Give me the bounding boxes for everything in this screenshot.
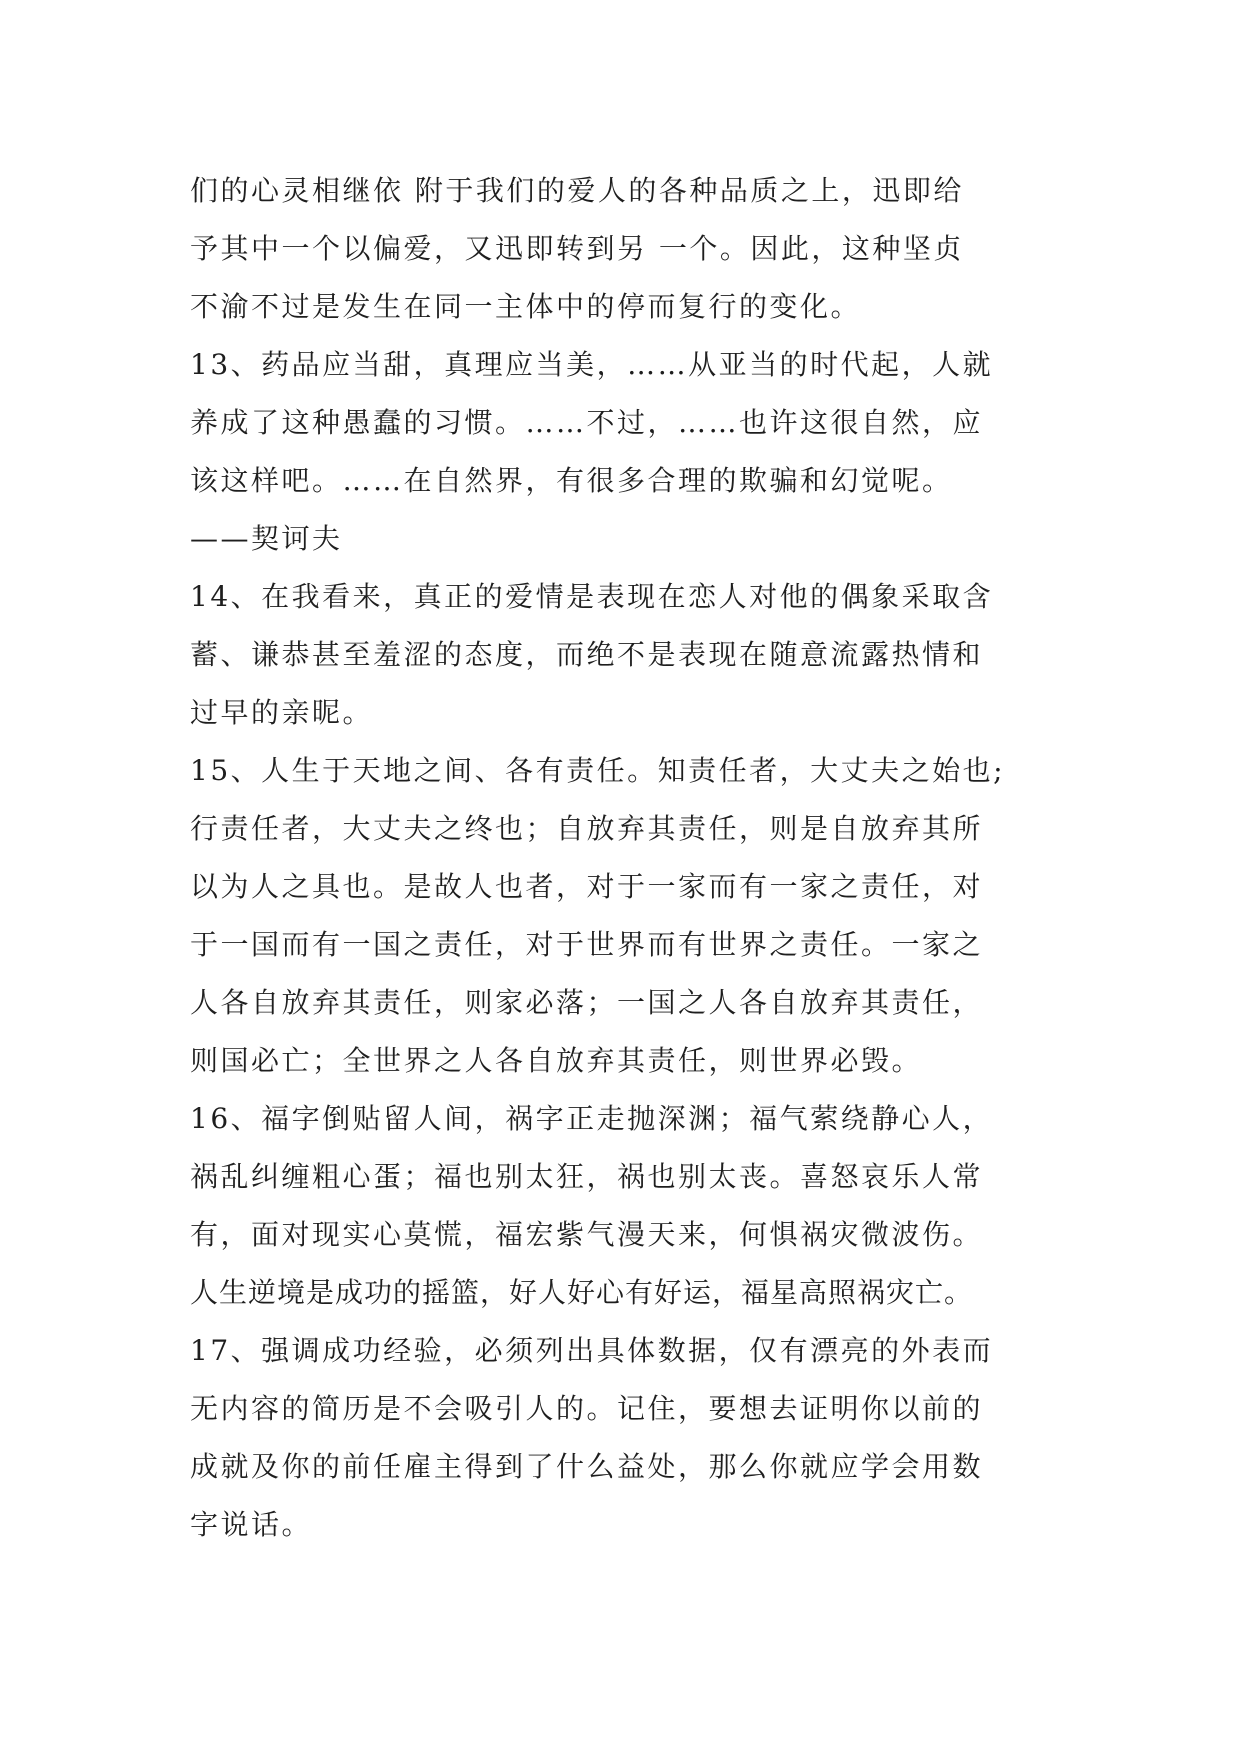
text-line: 人生逆境是成功的摇篮，好人好心有好运，福星高照祸灾亡。 [190, 1276, 974, 1309]
text-line: 们的心灵相继依 附于我们的爱人的各种品质之上，迅即给 [190, 174, 964, 207]
text-line: 蓄、谦恭甚至羞涩的态度，而绝不是表现在随意流露热情和 [190, 638, 984, 671]
text-line: 于一国而有一国之责任，对于世界而有世界之责任。一家之 [190, 928, 984, 961]
text-line: 过早的亲昵。 [190, 696, 374, 729]
author-attribution: ——契诃夫 [190, 522, 343, 555]
text-line: 13、药品应当甜，真理应当美，……从亚当的时代起，人就 [190, 348, 994, 381]
text-line: 不渝不过是发生在同一主体中的停而复行的变化。 [190, 290, 862, 323]
text-line: 15、人生于天地之间、各有责任。知责任者，大丈夫之始也; [190, 754, 1006, 787]
document-body [190, 162, 1070, 1554]
text-line: 有，面对现实心莫慌，福宏紫气漫天来，何惧祸灾微波伤。 [190, 1218, 984, 1251]
text-line: 16、福字倒贴留人间，祸字正走抛深渊；福气萦绕静心人， [190, 1102, 994, 1135]
text-line: 17、强调成功经验，必须列出具体数据，仅有漂亮的外表而 [190, 1334, 994, 1367]
text-line: 14、在我看来，真正的爱情是表现在恋人对他的偶象采取含 [190, 580, 994, 613]
text-line: 字说话。 [190, 1508, 313, 1541]
text-line: 养成了这种愚蠢的习惯。……不过，……也许这很自然，应 [190, 406, 984, 439]
text-line: 人各自放弃其责任，则家必落；一国之人各自放弃其责任， [190, 986, 984, 1019]
text-line: 则国必亡；全世界之人各自放弃其责任，则世界必毁。 [190, 1044, 923, 1077]
text-line: 祸乱纠缠粗心蛋；福也别太狂，祸也别太丧。喜怒哀乐人常 [190, 1160, 984, 1193]
text-line: 以为人之具也。是故人也者，对于一家而有一家之责任，对 [190, 870, 984, 903]
text-line: 成就及你的前任雇主得到了什么益处，那么你就应学会用数 [190, 1450, 984, 1483]
text-line: 该这样吧。……在自然界，有很多合理的欺骗和幻觉呢。 [190, 464, 953, 497]
text-line: 无内容的简历是不会吸引人的。记住，要想去证明你以前的 [190, 1392, 984, 1425]
text-line: 行责任者，大丈夫之终也；自放弃其责任，则是自放弃其所 [190, 812, 984, 845]
text-line: 予其中一个以偏爱，又迅即转到另 一个。因此，这种坚贞 [190, 232, 964, 265]
